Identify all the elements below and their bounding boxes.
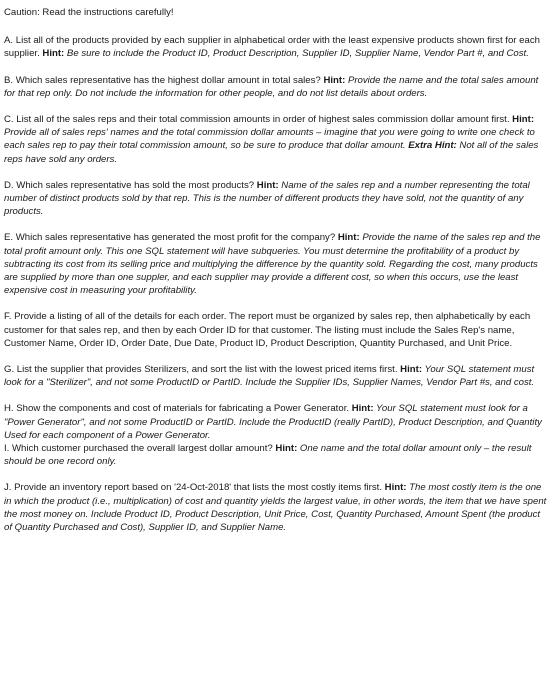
question-g-text: G. List the supplier that provides Sterilizers, and sort the list with the lowest priced items first. — [4, 364, 401, 376]
question-f-text: F. Provide a listing of all of the details for each order. The report must be organized by sales rep, then alphabetically by each customer for that sales rep, and then by each Order ID for that customer. The listing must include the Sales Rep's name, Customer Name, Order ID, Order Date, Due Date, Product ID, Product Description, Quantity Purchased, and Unit Price. — [4, 311, 531, 349]
question-e-hint-label: Hint: — [337, 232, 360, 244]
question-b-hint-text: Provide the name and the total sales amount for that rep only. Do not include the information for other people, and do not list details about orders. — [4, 74, 539, 99]
question-a-hint-label: Hint: — [42, 48, 65, 60]
question-b-text: B. Which sales representative has the highest dollar amount in total sales? — [4, 74, 324, 86]
question-j-text: J. Provide an inventory report based on '24-Oct-2018' that lists the most costly items first. — [4, 482, 385, 494]
question-h-hint-label: Hint: — [351, 403, 374, 415]
question-j-hint-text: The most costly item is the one in which the product (i.e., multiplication) of cost and quantity yields the largest value, in other words, the item that we have spent the most money on. Include Product ID, Product Description, Unit Price, Cost, Quantity Purchased, Amount Spent (the product of Quantity Purchased and Cost), Supplier ID, and Supplier Name. — [4, 482, 547, 534]
question-a-hint-text: Be sure to include the Product ID, Product Description, Supplier ID, Supplier Name, Vendor Part #, and Cost. — [64, 48, 529, 60]
question-j-hint-label: Hint: — [384, 482, 407, 494]
question-c-text: C. List all of the sales reps and their total commission amounts in order of highest sales commission dollar amount first. — [4, 114, 513, 126]
question-c-hint-label: Hint: — [512, 114, 535, 126]
question-a — [4, 34, 548, 60]
question-c-hint-text: Provide all of sales reps' names and the total commission dollar amounts – imagine that you were going to write one check to each sales rep to pay their total commission amount, so be sure to produce that dollar amount. — [4, 127, 535, 152]
question-g-hint-label: Hint: — [400, 364, 423, 376]
question-i — [4, 442, 548, 468]
question-e — [4, 231, 548, 297]
question-i-text: I. Which customer purchased the overall largest dollar amount? — [4, 443, 276, 455]
question-c — [4, 113, 548, 166]
question-e-text: E. Which sales representative has generated the most profit for the company? — [4, 232, 338, 244]
question-d-hint-label: Hint: — [256, 179, 279, 191]
question-b — [4, 74, 548, 100]
question-f — [4, 310, 548, 350]
question-d — [4, 179, 548, 219]
question-i-hint-label: Hint: — [275, 443, 298, 455]
question-g-hint-text: Your SQL statement must look for a "Sterilizer", and not some ProductID or PartID. Include the Supplier IDs, Supplier Names, Vendor Part #s, and cost. — [4, 364, 535, 389]
question-d-text: D. Which sales representative has sold the most products? — [4, 179, 257, 191]
question-a-text: A. List all of the products provided by each supplier in alphabetical order with the least expensive products shown first for each supplier. — [4, 35, 540, 60]
question-h-text: H. Show the components and cost of materials for fabricating a Power Generator. — [4, 403, 352, 415]
question-i-hint-text: One name and the total dollar amount only – the result should be one record only. — [4, 443, 532, 468]
question-c-extra-hint-text: Not all of the sales reps have sold any orders. — [4, 140, 539, 165]
question-c-extra-hint-label: Extra Hint: — [408, 140, 457, 152]
caution-heading: Caution: Read the instructions carefully! — [4, 7, 174, 18]
question-e-hint-text: Provide the name of the sales rep and the total profit amount only. This one SQL statement will have subqueries. You must determine the profitability of a product by subtracting its cost from its selling price and multiplying the difference by the quantity sold. Regarding the cost, many products are supplied by more than one suppler, and each supplier may provide a different cost, so when this occurs, use the least expensive cost in measuring your profitability. — [4, 232, 541, 297]
question-h-hint-text: Your SQL statement must look for a "Power Generator", and not some ProductID or PartID. Include the ProductID (really PartID), Product Description, and Quantity Used for each component of a Power Generator. — [4, 403, 542, 441]
question-j — [4, 481, 548, 534]
question-g — [4, 363, 548, 389]
question-d-hint-text: Name of the sales rep and a number representing the total number of distinct products sold by that rep. This is the number of different products they have sold, not the quantity of any products. — [4, 179, 530, 218]
question-b-hint-label: Hint: — [323, 74, 346, 86]
question-h — [4, 402, 548, 442]
